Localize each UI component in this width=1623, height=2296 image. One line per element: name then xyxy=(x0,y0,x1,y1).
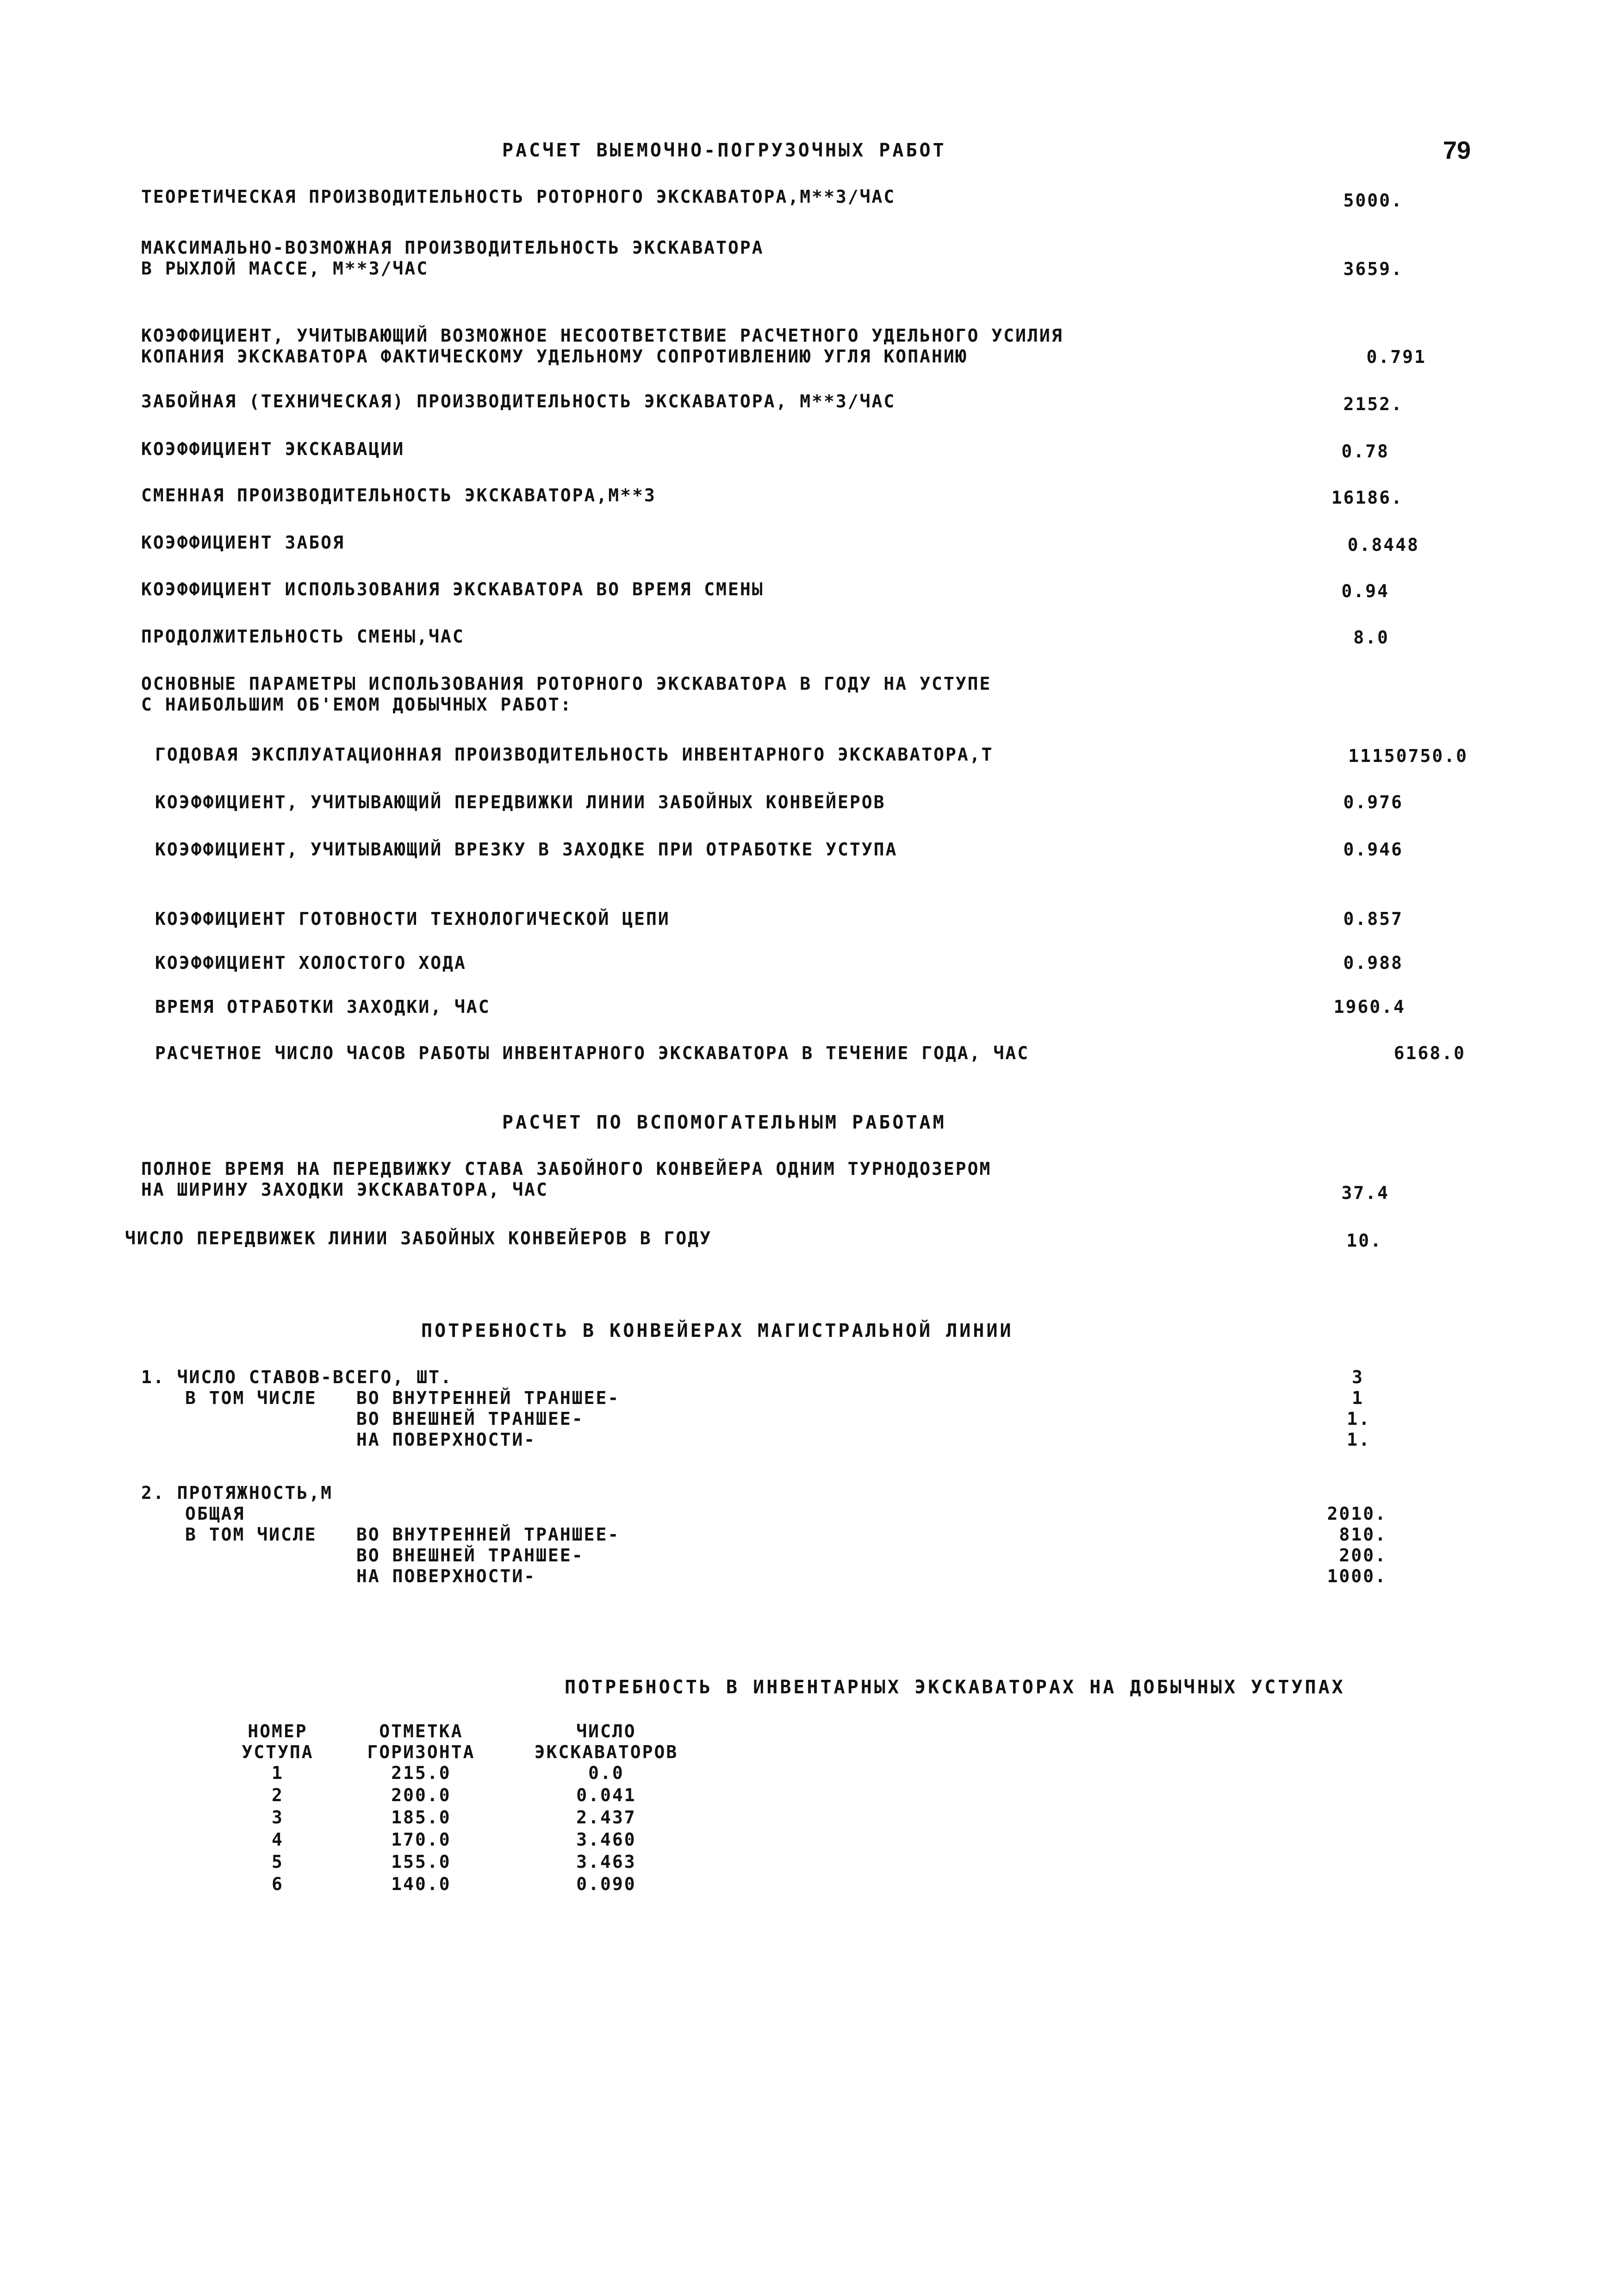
row-value: 3659. xyxy=(1343,259,1403,279)
row-label: ТЕОРЕТИЧЕСКАЯ ПРОИЗВОДИТЕЛЬНОСТЬ РОТОРНОГО ЭКСКАВАТОРА,М**3/ЧАС xyxy=(141,187,896,207)
row-label: КОЭФФИЦИЕНТ ИСПОЛЬЗОВАНИЯ ЭКСКАВАТОРА ВО ВРЕМЯ СМЕНЫ xyxy=(141,579,764,599)
table-cell-horizon: 185.0 xyxy=(391,1807,451,1828)
row-value: 2152. xyxy=(1343,394,1403,414)
aux-label: ПОЛНОЕ ВРЕМЯ НА ПЕРЕДВИЖКУ СТАВА ЗАБОЙНОГО КОНВЕЙЕРА ОДНИМ ТУРНОДОЗЕРОМ xyxy=(141,1159,992,1179)
table-cell-bench: 4 xyxy=(272,1829,284,1850)
row-label: КОЭФФИЦИЕНТ ЗАБОЯ xyxy=(141,532,345,553)
row-label: КОЭФФИЦИЕНТ ЭКСКАВАЦИИ xyxy=(141,439,405,459)
row-label: ПРОДОЛЖИТЕЛЬНОСТЬ СМЕНЫ,ЧАС xyxy=(141,626,465,647)
table-header-bench-cont: УСТУПА xyxy=(242,1742,314,1762)
conveyor-length-label: 2. ПРОТЯЖНОСТЬ,М xyxy=(141,1483,333,1503)
row-label: ЗАБОЙНАЯ (ТЕХНИЧЕСКАЯ) ПРОИЗВОДИТЕЛЬНОСТЬ ЭКСКАВАТОРА, М**3/ЧАС xyxy=(141,391,896,412)
param-label: КОЭФФИЦИЕНТ, УЧИТЫВАЮЩИЙ ВРЕЗКУ В ЗАХОДКЕ ПРИ ОТРАБОТКЕ УСТУПА xyxy=(155,839,898,860)
row-value: 5000. xyxy=(1343,190,1403,211)
aux-value: 10. xyxy=(1346,1230,1382,1251)
section-title-conveyors: ПОТРЕБНОСТЬ В КОНВЕЙЕРАХ МАГИСТРАЛЬНОЙ ЛИНИИ xyxy=(421,1320,1014,1341)
conveyor-count-item-value: 1. xyxy=(1347,1429,1371,1450)
conveyor-count-label: 1. ЧИСЛО СТАВОВ-ВСЕГО, ШТ. xyxy=(141,1367,453,1387)
main-params-heading: ОСНОВНЫЕ ПАРАМЕТРЫ ИСПОЛЬЗОВАНИЯ РОТОРНОГО ЭКСКАВАТОРА В ГОДУ НА УСТУПЕ xyxy=(141,674,992,694)
row-label-cont: КОПАНИЯ ЭКСКАВАТОРА ФАКТИЧЕСКОМУ УДЕЛЬНОМУ СОПРОТИВЛЕНИЮ УГЛЯ КОПАНИЮ xyxy=(141,346,968,367)
table-cell-bench: 3 xyxy=(272,1807,284,1828)
table-cell-bench: 1 xyxy=(272,1763,284,1783)
param-value: 1960.4 xyxy=(1333,997,1405,1017)
row-value: 16186. xyxy=(1331,487,1403,508)
param-value: 11150750.0 xyxy=(1348,746,1468,766)
param-label: РАСЧЕТНОЕ ЧИСЛО ЧАСОВ РАБОТЫ ИНВЕНТАРНОГО ЭКСКАВАТОРА В ТЕЧЕНИЕ ГОДА, ЧАС xyxy=(155,1043,1030,1063)
conveyor-length-item: ВО ВНУТРЕННЕЙ ТРАНШЕЕ- xyxy=(356,1524,620,1545)
param-label: КОЭФФИЦИЕНТ ХОЛОСТОГО ХОДА xyxy=(155,953,466,973)
aux-value: 37.4 xyxy=(1341,1183,1389,1203)
param-value: 0.946 xyxy=(1343,839,1403,860)
table-header-excavators-cont: ЭКСКАВАТОРОВ xyxy=(534,1742,678,1762)
row-label: МАКСИМАЛЬНО-ВОЗМОЖНАЯ ПРОИЗВОДИТЕЛЬНОСТЬ ЭКСКАВАТОРА xyxy=(141,237,764,258)
conveyor-length-item: ВО ВНЕШНЕЙ ТРАНШЕЕ- xyxy=(356,1545,584,1566)
param-value: 0.976 xyxy=(1343,792,1403,812)
table-cell-excavators: 3.463 xyxy=(576,1852,636,1872)
table-header-bench: НОМЕР xyxy=(248,1721,308,1741)
param-value: 0.988 xyxy=(1343,953,1403,973)
conveyor-count-item: НА ПОВЕРХНОСТИ- xyxy=(356,1429,536,1450)
param-label: КОЭФФИЦИЕНТ ГОТОВНОСТИ ТЕХНОЛОГИЧЕСКОЙ ЦЕПИ xyxy=(155,909,670,929)
row-value: 0.78 xyxy=(1341,441,1389,462)
row-label: СМЕННАЯ ПРОИЗВОДИТЕЛЬНОСТЬ ЭКСКАВАТОРА,М**3 xyxy=(141,485,656,505)
conveyor-count-item-value: 1. xyxy=(1347,1409,1371,1429)
section-title-excavation: РАСЧЕТ ВЫЕМОЧНО-ПОГРУЗОЧНЫХ РАБОТ xyxy=(502,140,946,161)
conveyor-length-item-value: 1000. xyxy=(1327,1566,1387,1586)
table-cell-bench: 5 xyxy=(272,1852,284,1872)
main-params-heading-cont: С НАИБОЛЬШИМ ОБ'ЕМОМ ДОБЫЧНЫХ РАБОТ: xyxy=(141,694,572,715)
conveyor-length-item: НА ПОВЕРХНОСТИ- xyxy=(356,1566,536,1586)
conveyor-count-item: ВО ВНУТРЕННЕЙ ТРАНШЕЕ- xyxy=(356,1388,620,1408)
table-cell-bench: 2 xyxy=(272,1785,284,1805)
table-header-horizon: ОТМЕТКА xyxy=(379,1721,463,1741)
conveyor-count-item-value: 1 xyxy=(1352,1388,1364,1408)
row-value: 0.791 xyxy=(1366,347,1426,367)
table-cell-excavators: 2.437 xyxy=(576,1807,636,1828)
param-value: 6168.0 xyxy=(1393,1043,1466,1063)
table-cell-horizon: 215.0 xyxy=(391,1763,451,1783)
conveyor-count-item: ВО ВНЕШНЕЙ ТРАНШЕЕ- xyxy=(356,1409,584,1429)
conveyor-length-total-label: ОБЩАЯ xyxy=(185,1504,245,1524)
table-header-horizon-cont: ГОРИЗОНТА xyxy=(367,1742,475,1762)
row-label: КОЭФФИЦИЕНТ, УЧИТЫВАЮЩИЙ ВОЗМОЖНОЕ НЕСООТВЕТСТВИЕ РАСЧЕТНОГО УДЕЛЬНОГО УСИЛИЯ xyxy=(141,325,1063,346)
incl-prefix: В ТОМ ЧИСЛЕ xyxy=(185,1388,317,1408)
row-value: 8.0 xyxy=(1353,627,1389,648)
aux-label-cont: НА ШИРИНУ ЗАХОДКИ ЭКСКАВАТОРА, ЧАС xyxy=(141,1179,548,1200)
incl-prefix: В ТОМ ЧИСЛЕ xyxy=(185,1524,317,1545)
param-value: 0.857 xyxy=(1343,909,1403,929)
row-label-cont: В РЫХЛОЙ МАССЕ, М**3/ЧАС xyxy=(141,258,429,279)
row-value: 0.94 xyxy=(1341,581,1389,601)
conveyor-length-item-value: 810. xyxy=(1339,1524,1387,1545)
conveyor-length-total-value: 2010. xyxy=(1327,1504,1387,1524)
table-cell-horizon: 155.0 xyxy=(391,1852,451,1872)
table-cell-horizon: 140.0 xyxy=(391,1874,451,1894)
table-cell-horizon: 200.0 xyxy=(391,1785,451,1805)
section-title-benches: ПОТРЕБНОСТЬ В ИНВЕНТАРНЫХ ЭКСКАВАТОРАХ НА ДОБЫЧНЫХ УСТУПАХ xyxy=(565,1677,1345,1698)
table-cell-excavators: 0.090 xyxy=(576,1874,636,1894)
table-cell-excavators: 0.0 xyxy=(588,1763,624,1783)
param-label: ВРЕМЯ ОТРАБОТКИ ЗАХОДКИ, ЧАС xyxy=(155,997,491,1017)
conveyor-count-value: 3 xyxy=(1352,1367,1364,1387)
aux-label: ЧИСЛО ПЕРЕДВИЖЕК ЛИНИИ ЗАБОЙНЫХ КОНВЕЙЕРОВ В ГОДУ xyxy=(125,1228,712,1248)
conveyor-length-item-value: 200. xyxy=(1339,1545,1387,1566)
table-header-excavators: ЧИСЛО xyxy=(576,1721,636,1741)
row-value: 0.8448 xyxy=(1347,535,1419,555)
table-cell-excavators: 0.041 xyxy=(576,1785,636,1805)
param-label: ГОДОВАЯ ЭКСПЛУАТАЦИОННАЯ ПРОИЗВОДИТЕЛЬНОСТЬ ИНВЕНТАРНОГО ЭКСКАВАТОРА,Т xyxy=(155,744,994,765)
table-cell-excavators: 3.460 xyxy=(576,1829,636,1850)
param-label: КОЭФФИЦИЕНТ, УЧИТЫВАЮЩИЙ ПЕРЕДВИЖКИ ЛИНИИ ЗАБОЙНЫХ КОНВЕЙЕРОВ xyxy=(155,792,886,812)
table-cell-bench: 6 xyxy=(272,1874,284,1894)
page-number: 79 xyxy=(1443,137,1471,164)
section-title-auxiliary: РАСЧЕТ ПО ВСПОМОГАТЕЛЬНЫМ РАБОТАМ xyxy=(502,1112,946,1133)
table-cell-horizon: 170.0 xyxy=(391,1829,451,1850)
